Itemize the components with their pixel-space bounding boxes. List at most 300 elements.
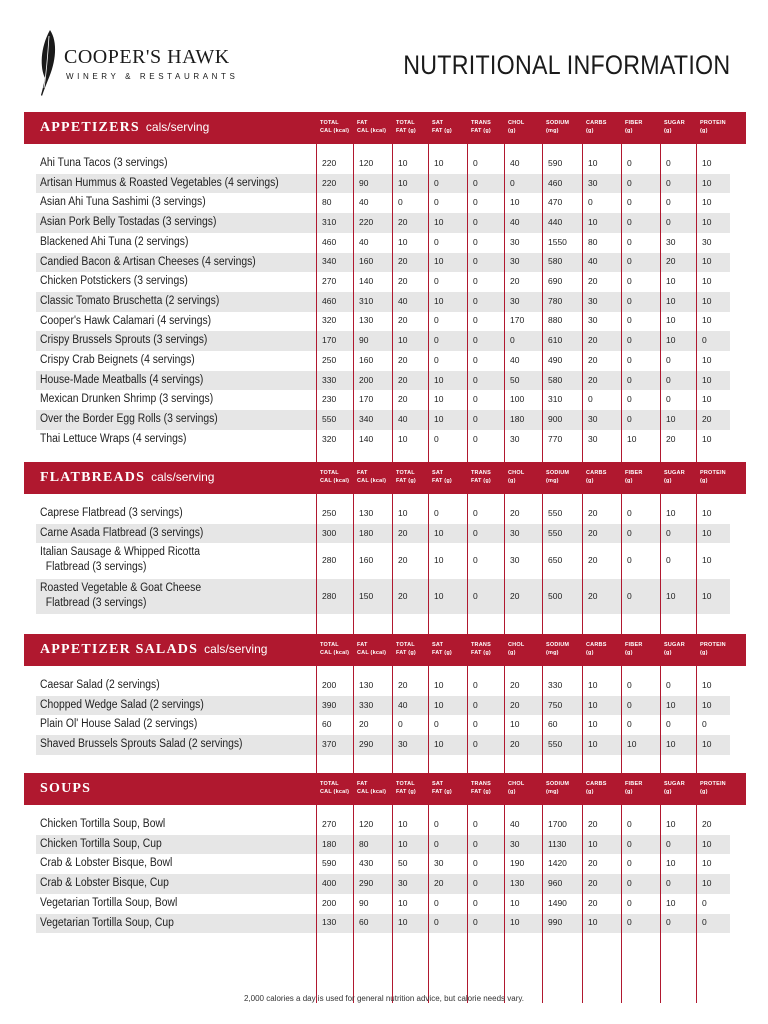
value-cell: 10 [666, 699, 676, 710]
value-cell: 0 [627, 917, 632, 928]
column-header-line2: (mg) [546, 478, 559, 484]
column-header-line1: FAT [357, 120, 368, 126]
column-header-line1: CARBS [586, 642, 607, 648]
column-header [432, 780, 452, 796]
value-cell: 0 [666, 354, 671, 365]
section-subtitle: cals/serving [145, 120, 210, 134]
column-header-line1: SUGAR [664, 781, 685, 787]
menu-item-name: Cooper's Hawk Calamari (4 servings) [40, 314, 212, 327]
menu-item-name: Thai Lettuce Wraps (4 servings) [40, 432, 187, 445]
column-header-line1: TRANS [471, 470, 491, 476]
value-cell: 10 [702, 555, 712, 566]
value-cell: 10 [702, 699, 712, 710]
value-cell: 280 [322, 590, 337, 601]
value-cell: 20 [510, 276, 520, 287]
value-cell: 0 [702, 917, 707, 928]
column-header [396, 641, 416, 657]
value-cell: 0 [473, 413, 478, 424]
value-cell: 120 [359, 157, 374, 168]
value-cell: 770 [548, 433, 563, 444]
value-cell: 310 [359, 295, 374, 306]
table-row [36, 390, 730, 410]
value-cell: 0 [627, 276, 632, 287]
value-cell: 880 [548, 315, 563, 326]
table-row [36, 272, 730, 292]
value-cell: 0 [473, 738, 478, 749]
value-cell: 490 [548, 354, 563, 365]
value-cell: 270 [322, 276, 337, 287]
brand-name: COOPER'S HAWK [64, 46, 230, 68]
column-header-line2: (g) [508, 478, 516, 484]
value-cell: 130 [322, 917, 337, 928]
column-header-line2: (g) [586, 650, 594, 656]
value-cell: 440 [548, 216, 563, 227]
value-cell: 10 [702, 157, 712, 168]
section-appetizer-salads [24, 634, 746, 776]
value-cell: 10 [666, 335, 676, 346]
column-divider [696, 666, 697, 776]
column-header-line2: (g) [586, 478, 594, 484]
section-header [24, 462, 746, 494]
column-header-line1: SAT [432, 781, 444, 787]
value-cell: 10 [702, 374, 712, 385]
value-cell: 0 [398, 197, 403, 208]
column-header [396, 119, 416, 135]
value-cell: 290 [359, 738, 374, 749]
value-cell: 20 [434, 877, 444, 888]
value-cell: 280 [322, 555, 337, 566]
column-divider [353, 494, 354, 654]
value-cell: 200 [359, 374, 374, 385]
value-cell: 10 [666, 295, 676, 306]
column-header [320, 641, 349, 657]
column-header-line2: (g) [508, 789, 516, 795]
value-cell: 0 [434, 917, 439, 928]
value-cell: 100 [510, 394, 525, 405]
column-header [586, 119, 607, 135]
table-row [36, 504, 730, 524]
column-header-line1: SAT [432, 470, 444, 476]
value-cell: 170 [359, 394, 374, 405]
value-cell: 590 [548, 157, 563, 168]
value-cell: 30 [510, 236, 520, 247]
value-cell: 550 [548, 507, 563, 518]
value-cell: 610 [548, 335, 563, 346]
value-cell: 30 [510, 433, 520, 444]
column-header [700, 469, 726, 485]
column-header-line2: FAT (g) [432, 789, 452, 795]
value-cell: 1550 [548, 236, 567, 247]
table-row [36, 213, 730, 233]
value-cell: 10 [666, 818, 676, 829]
value-cell: 900 [548, 413, 563, 424]
value-cell: 550 [322, 413, 337, 424]
value-cell: 50 [398, 858, 408, 869]
value-cell: 10 [434, 738, 444, 749]
value-cell: 0 [473, 315, 478, 326]
menu-item-name: Blackened Ahi Tuna (2 servings) [40, 235, 189, 248]
value-cell: 0 [627, 394, 632, 405]
value-cell: 30 [398, 877, 408, 888]
value-cell: 170 [510, 315, 525, 326]
column-header [625, 119, 643, 135]
value-cell: 10 [398, 157, 408, 168]
section-appetizers [24, 112, 746, 480]
table-row [36, 292, 730, 312]
column-header-line1: SODIUM [546, 781, 570, 787]
column-header-line2: (g) [700, 478, 708, 484]
value-cell: 1130 [548, 838, 567, 849]
column-header-line1: SODIUM [546, 470, 570, 476]
column-header-line1: TOTAL [396, 470, 415, 476]
column-header [625, 641, 643, 657]
value-cell: 0 [398, 719, 403, 730]
menu-item-name: Chicken Potstickers (3 servings) [40, 275, 188, 288]
value-cell: 10 [588, 738, 598, 749]
value-cell: 0 [666, 555, 671, 566]
value-cell: 0 [627, 699, 632, 710]
menu-item-name: Artisan Hummus & Roasted Vegetables (4 servings) [40, 176, 279, 189]
column-header [396, 469, 416, 485]
column-divider [392, 144, 393, 480]
value-cell: 80 [359, 838, 369, 849]
column-header [432, 469, 452, 485]
column-header-line1: CHOL [508, 781, 525, 787]
value-cell: 20 [359, 719, 369, 730]
menu-item-name: Carne Asada Flatbread (3 servings) [40, 526, 204, 539]
value-cell: 10 [666, 507, 676, 518]
value-cell: 90 [359, 897, 369, 908]
column-header-line2: (mg) [546, 128, 559, 134]
column-header-line2: CAL (kcal) [357, 789, 387, 795]
column-header-line2: FAT (g) [471, 478, 491, 484]
column-header [508, 780, 524, 796]
value-cell: 960 [548, 877, 563, 888]
value-cell: 0 [473, 276, 478, 287]
value-cell: 10 [398, 838, 408, 849]
value-cell: 0 [666, 394, 671, 405]
column-divider [316, 494, 317, 654]
column-header-line1: SAT [432, 120, 444, 126]
section-title [40, 781, 91, 797]
value-cell: 20 [510, 738, 520, 749]
value-cell: 30 [510, 527, 520, 538]
column-divider [696, 144, 697, 480]
value-cell: 170 [322, 335, 337, 346]
value-cell: 0 [434, 335, 439, 346]
value-cell: 30 [588, 433, 598, 444]
table-row [36, 579, 730, 615]
value-cell: 320 [322, 315, 337, 326]
value-cell: 0 [434, 177, 439, 188]
value-cell: 20 [398, 216, 408, 227]
value-cell: 30 [398, 738, 408, 749]
column-header-line2: FAT (g) [471, 789, 491, 795]
value-cell: 10 [510, 897, 520, 908]
column-header-line2: FAT (g) [396, 650, 416, 656]
column-header-line2: FAT (g) [396, 789, 416, 795]
section-header [24, 112, 746, 144]
column-divider [353, 144, 354, 480]
value-cell: 10 [434, 590, 444, 601]
section-title-text: APPETIZERS [40, 120, 140, 135]
column-divider [467, 494, 468, 654]
value-cell: 10 [702, 315, 712, 326]
value-cell: 20 [588, 335, 598, 346]
value-cell: 40 [510, 354, 520, 365]
value-cell: 1490 [548, 897, 567, 908]
column-header [546, 780, 569, 796]
value-cell: 0 [627, 354, 632, 365]
value-cell: 1700 [548, 818, 567, 829]
value-cell: 10 [588, 719, 598, 730]
value-cell: 20 [666, 433, 676, 444]
value-cell: 20 [588, 858, 598, 869]
value-cell: 10 [702, 738, 712, 749]
value-cell: 60 [322, 719, 332, 730]
value-cell: 340 [359, 413, 374, 424]
brand-logo [36, 28, 256, 98]
column-header-line2: CAL (kcal) [320, 128, 350, 134]
value-cell: 20 [588, 276, 598, 287]
value-cell: 0 [473, 374, 478, 385]
value-cell: 0 [588, 394, 593, 405]
value-cell: 0 [666, 527, 671, 538]
column-header-line1: FAT [357, 470, 368, 476]
value-cell: 300 [322, 527, 337, 538]
value-cell: 80 [588, 236, 598, 247]
value-cell: 330 [359, 699, 374, 710]
value-cell: 0 [473, 555, 478, 566]
column-divider [542, 666, 543, 776]
column-header-line2: FAT (g) [432, 128, 452, 134]
column-header [471, 119, 491, 135]
column-header-line1: CHOL [508, 120, 525, 126]
value-cell: 10 [434, 413, 444, 424]
value-cell: 20 [588, 590, 598, 601]
value-cell: 270 [322, 818, 337, 829]
section-table [24, 805, 746, 1003]
table-row [36, 914, 730, 934]
value-cell: 10 [398, 335, 408, 346]
column-divider [542, 805, 543, 1003]
menu-item-name: Crispy Brussels Sprouts (3 servings) [40, 334, 208, 347]
menu-item-name: Ahi Tuna Tacos (3 servings) [40, 157, 168, 169]
value-cell: 0 [473, 818, 478, 829]
column-header [625, 469, 643, 485]
column-header-line1: PROTEIN [700, 642, 726, 648]
value-cell: 20 [398, 256, 408, 267]
column-header-line2: CAL (kcal) [357, 128, 387, 134]
value-cell: 10 [702, 527, 712, 538]
value-cell: 330 [322, 374, 337, 385]
column-header-line1: SUGAR [664, 470, 685, 476]
value-cell: 580 [548, 374, 563, 385]
value-cell: 0 [666, 197, 671, 208]
column-header-line1: PROTEIN [700, 470, 726, 476]
column-header-line1: FIBER [625, 781, 643, 787]
value-cell: 30 [510, 256, 520, 267]
column-divider [467, 805, 468, 1003]
section-soups [24, 773, 746, 1003]
value-cell: 0 [473, 719, 478, 730]
value-cell: 250 [322, 354, 337, 365]
value-cell: 0 [627, 236, 632, 247]
value-cell: 430 [359, 858, 374, 869]
column-divider [392, 666, 393, 776]
section-subtitle: cals/serving [151, 470, 215, 484]
value-cell: 10 [627, 433, 637, 444]
value-cell: 0 [627, 590, 632, 601]
value-cell: 990 [548, 917, 563, 928]
value-cell: 0 [627, 177, 632, 188]
value-cell: 20 [588, 527, 598, 538]
value-cell: 0 [473, 157, 478, 168]
value-cell: 30 [510, 555, 520, 566]
column-header-line2: (g) [664, 789, 672, 795]
value-cell: 10 [398, 177, 408, 188]
column-header-line1: TOTAL [320, 781, 339, 787]
value-cell: 0 [510, 335, 515, 346]
value-cell: 180 [359, 527, 374, 538]
value-cell: 460 [548, 177, 563, 188]
table-row [36, 894, 730, 914]
value-cell: 0 [434, 354, 439, 365]
value-cell: 0 [627, 374, 632, 385]
value-cell: 390 [322, 699, 337, 710]
table-row [36, 371, 730, 391]
menu-item-name: Vegetarian Tortilla Soup, Bowl [40, 896, 178, 909]
value-cell: 10 [702, 877, 712, 888]
column-header-line1: TOTAL [320, 642, 339, 648]
value-cell: 200 [322, 897, 337, 908]
column-header [700, 119, 726, 135]
column-header-line2: CAL (kcal) [357, 478, 387, 484]
value-cell: 190 [510, 858, 525, 869]
value-cell: 200 [322, 679, 337, 690]
value-cell: 0 [666, 917, 671, 928]
section-table [24, 494, 746, 654]
value-cell: 10 [702, 590, 712, 601]
feather-icon [36, 28, 60, 98]
column-header-line1: TRANS [471, 120, 491, 126]
value-cell: 40 [398, 295, 408, 306]
value-cell: 0 [473, 236, 478, 247]
value-cell: 0 [434, 507, 439, 518]
column-header-line2: CAL (kcal) [357, 650, 387, 656]
table-row [36, 312, 730, 332]
value-cell: 30 [510, 838, 520, 849]
column-header-line1: TOTAL [320, 470, 339, 476]
section-title [40, 120, 209, 136]
value-cell: 0 [473, 858, 478, 869]
column-header-line2: (g) [664, 478, 672, 484]
value-cell: 290 [359, 877, 374, 888]
value-cell: 50 [510, 374, 520, 385]
value-cell: 20 [398, 276, 408, 287]
column-divider [316, 805, 317, 1003]
value-cell: 10 [666, 413, 676, 424]
column-header [396, 780, 416, 796]
column-header [546, 469, 569, 485]
value-cell: 310 [548, 394, 563, 405]
value-cell: 0 [473, 590, 478, 601]
menu-item-name: Chicken Tortilla Soup, Cup [40, 837, 162, 850]
column-header-line1: SODIUM [546, 642, 570, 648]
value-cell: 20 [666, 256, 676, 267]
column-header-line1: FIBER [625, 470, 643, 476]
column-header-line2: FAT (g) [471, 128, 491, 134]
column-divider [696, 805, 697, 1003]
value-cell: 0 [434, 315, 439, 326]
value-cell: 30 [588, 315, 598, 326]
column-header-line1: TRANS [471, 781, 491, 787]
value-cell: 580 [548, 256, 563, 267]
menu-item-name: Shaved Brussels Sprouts Salad (2 servings) [40, 738, 243, 751]
value-cell: 10 [702, 354, 712, 365]
menu-item-name: Chopped Wedge Salad (2 servings) [40, 698, 204, 711]
value-cell: 0 [666, 877, 671, 888]
column-divider [582, 494, 583, 654]
value-cell: 90 [359, 177, 369, 188]
value-cell: 0 [473, 197, 478, 208]
column-header-line2: (g) [664, 650, 672, 656]
value-cell: 10 [588, 157, 598, 168]
value-cell: 0 [434, 433, 439, 444]
value-cell: 30 [588, 177, 598, 188]
value-cell: 10 [434, 679, 444, 690]
column-header-line1: FIBER [625, 120, 643, 126]
value-cell: 0 [434, 197, 439, 208]
value-cell: 20 [588, 555, 598, 566]
value-cell: 0 [627, 295, 632, 306]
value-cell: 10 [666, 897, 676, 908]
column-divider [660, 144, 661, 480]
column-header-line1: CHOL [508, 470, 525, 476]
column-divider [353, 805, 354, 1003]
value-cell: 0 [473, 433, 478, 444]
value-cell: 40 [398, 413, 408, 424]
value-cell: 160 [359, 256, 374, 267]
menu-item-name: Classic Tomato Bruschetta (2 servings) [40, 294, 220, 307]
column-header [586, 780, 607, 796]
menu-item-name: Asian Ahi Tuna Sashimi (3 servings) [40, 196, 206, 209]
value-cell: 10 [588, 699, 598, 710]
value-cell: 20 [588, 507, 598, 518]
column-header-line2: CAL (kcal) [320, 789, 350, 795]
column-header [664, 119, 685, 135]
section-header [24, 773, 746, 805]
menu-item-name: Caprese Flatbread (3 servings) [40, 507, 183, 519]
page-title: NUTRITIONAL INFORMATION [402, 50, 730, 80]
column-header-line2: CAL (kcal) [320, 650, 350, 656]
column-header-line1: SODIUM [546, 120, 570, 126]
value-cell: 10 [666, 858, 676, 869]
value-cell: 0 [627, 555, 632, 566]
value-cell: 0 [627, 315, 632, 326]
column-header-line2: (g) [508, 650, 516, 656]
value-cell: 220 [359, 216, 374, 227]
value-cell: 10 [398, 917, 408, 928]
value-cell: 10 [702, 858, 712, 869]
column-divider [582, 666, 583, 776]
table-row [36, 331, 730, 351]
value-cell: 60 [548, 719, 558, 730]
value-cell: 0 [627, 719, 632, 730]
table-row [36, 193, 730, 213]
value-cell: 0 [627, 197, 632, 208]
value-cell: 180 [322, 838, 337, 849]
